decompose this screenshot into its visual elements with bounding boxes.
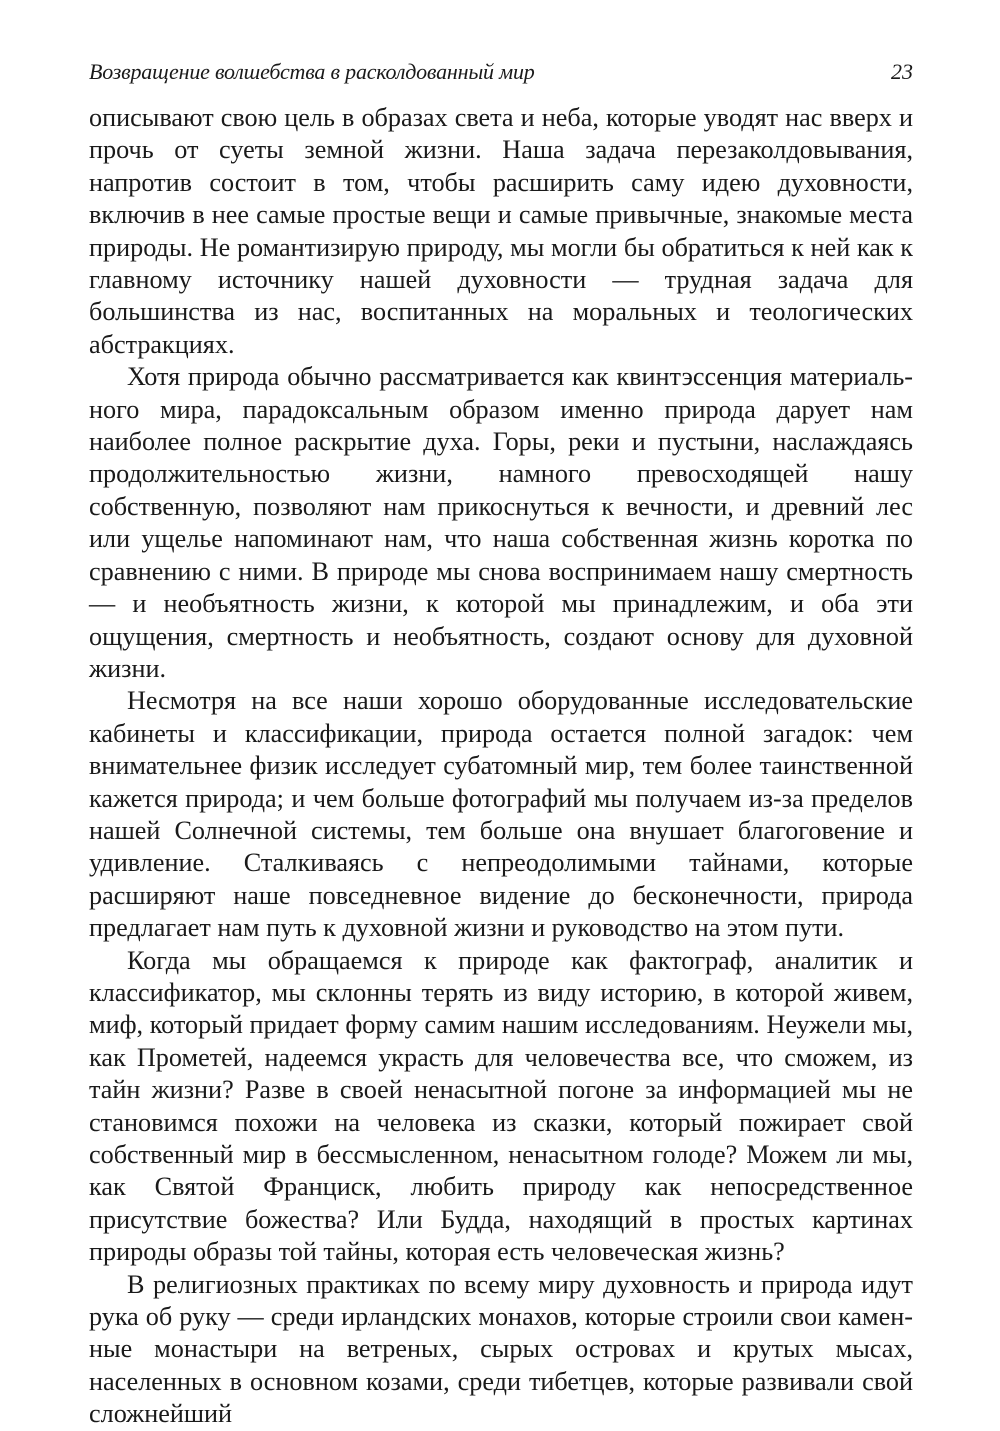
page-number: 23 [891, 59, 913, 84]
paragraph-continued: описывают свою цель в образах света и неба, которые уводят нас вверх и прочь от суеты земной жизни. Наша задача перезаколдовывания, напротив состоит в том, чтобы расширить саму идею духовности, включив в нее самые простые вещи и самые привычные, знакомые места природы. Не романтизирую природу, мы могли бы обратиться к ней как к главному источнику нашей духовности — трудная задача для большинства из нас, воспитанных на моральных и теологических абстракциях. [89, 103, 913, 359]
paragraph: В религиозных практиках по всему миру духовность и природа идут рука об руку — среди ирландских монахов, которые строили свои каменные монастыри на ветреных, сырых островах и крутых мысах, населенных в основном козами, среди тибетцев, которые развивали свой сложнейший [89, 1269, 913, 1429]
body-text [89, 102, 913, 1431]
paragraph: Несмотря на все наши хорошо оборудованные исследовательские кабинеты и классификации, природа остается полной загадок: чем внимательнее физик исследует субатомный мир, тем более таинственной кажется природа; и чем больше фотографий мы получаем из-за пределов нашей Солнечной системы, тем больше она внушает благоговение и удивление. Сталкиваясь с непреодолимыми тайнами, которые расширяют наше повседневное видение до бесконечности, природа предлагает нам путь к духовной жизни и руководство на этом пути. [89, 686, 913, 943]
running-title: Возвращение волшебства в расколдованный мир [89, 59, 535, 84]
paragraph: Когда мы обращаемся к природе как фактограф, аналитик и классификатор, мы склонны терять из виду историю, в которой живем, миф, который придает форму самим нашим исследованиям. Неужели мы, как Прометей, надеемся украсть для человечества все, что сможем, из тайн жизни? Разве в своей ненасытной погоне за информацией мы не становимся похожи на человека из сказки, который пожирает свой собственный мир в бессмысленном, ненасытном голоде? Можем ли мы, как Святой Франциск, любить природу как непосредственное присутствие божества? Или Будда, находящий в простых картинах природы образы той тайны, которая есть человеческая жизнь? [89, 945, 913, 1267]
book-page [89, 58, 913, 1431]
running-head [89, 58, 913, 102]
paragraph: Хотя природа обычно рассматривается как квинтэссенция материального мира, парадоксальным образом именно природа дарует нам наиболее полное раскрытие духа. Горы, реки и пустыни, наслаждаясь продолжительностью жизни, намного превосходящей нашу собственную, позволяют нам прикоснуться к вечности, и древний лес или ущелье напоминают нам, что наша собственная жизнь коротка по сравнению с ними. В природе мы снова воспринимаем нашу смертность — и необъятность жизни, к которой мы принадлежим, и оба эти ощущения, смертность и необъятность, создают основу для духовной жизни. [89, 362, 913, 683]
